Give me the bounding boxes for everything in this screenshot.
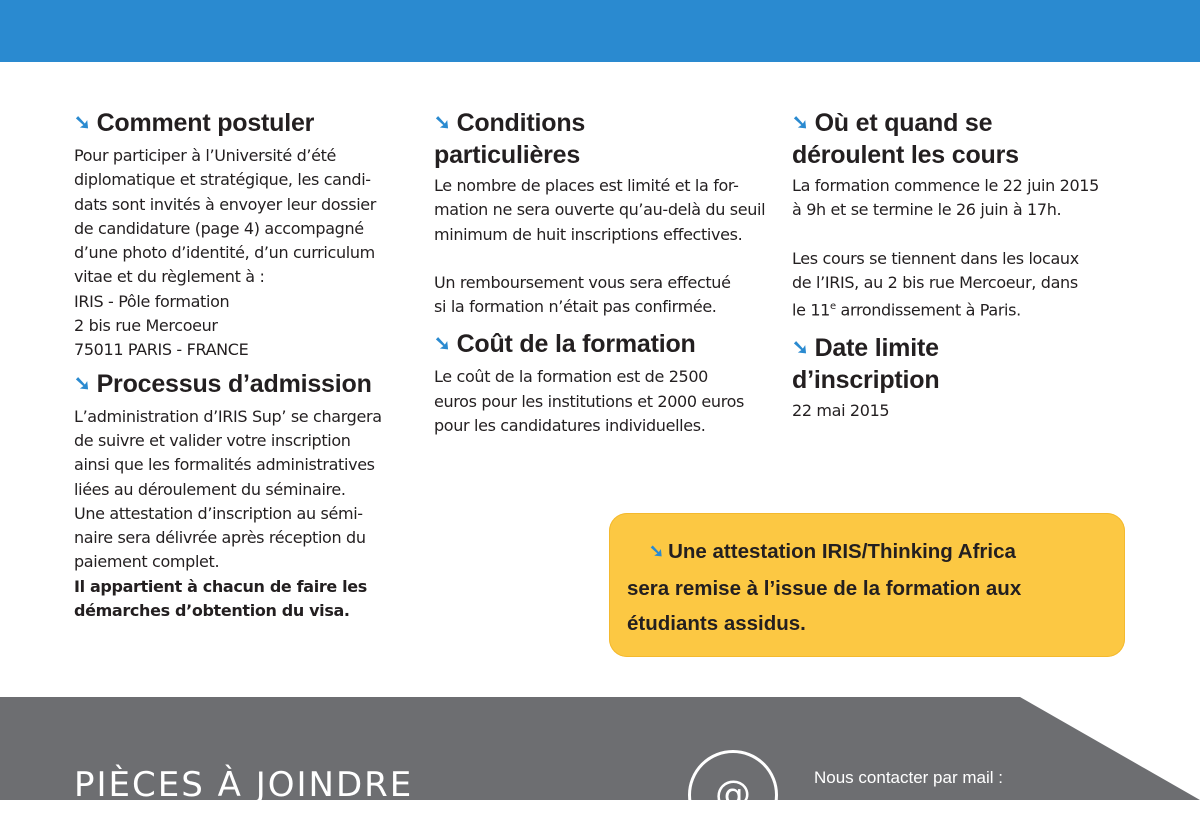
column-right bbox=[792, 108, 1128, 439]
address-line-street: 2 bis rue Mercoeur bbox=[74, 316, 218, 336]
section-admission bbox=[74, 369, 410, 624]
visa-note: démarches d’obtention du visa. bbox=[74, 601, 350, 621]
conditions-text-2: Un remboursement vous sera effectué si la formation n’était pas confirmée. bbox=[434, 272, 731, 317]
column-left bbox=[74, 108, 410, 639]
section-where-when bbox=[792, 108, 1128, 323]
top-blue-band bbox=[0, 0, 1200, 62]
visa-note: Il appartient à chacun de faire les bbox=[74, 576, 367, 596]
section-title-where-when: ➘ Où et quand se déroulent les cours bbox=[792, 109, 1019, 169]
arrow-icon: ➘ bbox=[74, 112, 91, 134]
section-title-admission: ➘ Processus d’admission bbox=[74, 369, 372, 398]
arrow-icon: ➘ bbox=[792, 336, 809, 359]
section-title-deadline: ➘ Date limite d’inscription bbox=[792, 333, 940, 394]
section-deadline bbox=[792, 333, 1128, 423]
arrow-icon: ➘ bbox=[74, 372, 91, 395]
arrow-icon: ➘ bbox=[792, 112, 809, 134]
admission-text: L’administration d’IRIS Sup’ se chargera de suivre et valider votre inscription ainsi que les formalités administratives liées au déroulement du séminaire. Une attestation d’inscription au sémi- naire sera délivrée après réception du paiement complet. Il appartient à chacun de faire les démarches d’obtention du visa. bbox=[74, 405, 410, 624]
attachments-title: PIÈCES À JOINDRE bbox=[74, 765, 414, 805]
where-when-text-1: La formation commence le 22 juin 2015 à 9h et se termine le 26 juin à 17h. bbox=[792, 176, 1099, 220]
footer-corner-cut bbox=[1020, 697, 1200, 800]
section-conditions bbox=[434, 108, 768, 319]
contact-mail-label: Nous contacter par mail : bbox=[814, 768, 1003, 787]
section-cost bbox=[434, 329, 768, 438]
section-title-apply: ➘ Comment postuler bbox=[74, 109, 315, 137]
arrow-icon: ➘ bbox=[434, 112, 451, 134]
column-middle bbox=[434, 108, 768, 454]
mail-at-icon: @ bbox=[688, 750, 778, 840]
conditions-text-1: Le nombre de places est limité et la for- mation ne sera ouverte qu’au-delà du seuil minimum de huit inscriptions effectives. bbox=[434, 176, 766, 244]
section-title-cost: ➘ Coût de la formation bbox=[434, 330, 696, 359]
section-apply bbox=[74, 108, 410, 363]
deadline-date: 22 mai 2015 bbox=[792, 400, 890, 420]
address-line-org: IRIS - Pôle formation bbox=[74, 291, 230, 311]
arrow-icon: ➘ bbox=[434, 333, 451, 356]
cost-text: Le coût de la formation est de 2500 euros pour les institutions et 2000 euros pour les candidatures individuelles. bbox=[434, 367, 745, 436]
arrow-icon: ➘ bbox=[649, 541, 665, 561]
section-title-conditions: ➘ Conditions particulières bbox=[434, 109, 586, 169]
apply-text: Pour participer à l’Université d’été diplomatique et stratégique, les candi- dats sont invités à envoyer leur dossier de candidature (page 4) accompagné d’une photo d’identité, d’un curriculum vitae et du règlement à : IRIS - Pôle formation 2 bis rue Mercoeur 75011 PARIS - FRANCE bbox=[74, 144, 410, 363]
where-when-text-2: Les cours se tiennent dans les locaux de l’IRIS, au 2 bis rue Mercoeur, dans le 11e arrondissement à Paris. bbox=[792, 248, 1079, 320]
certificate-callout: ➘ Une attestation IRIS/Thinking Africa sera remise à l’issue de la formation aux étudiants assidus. bbox=[609, 513, 1125, 657]
address-line-city: 75011 PARIS - FRANCE bbox=[74, 340, 249, 360]
